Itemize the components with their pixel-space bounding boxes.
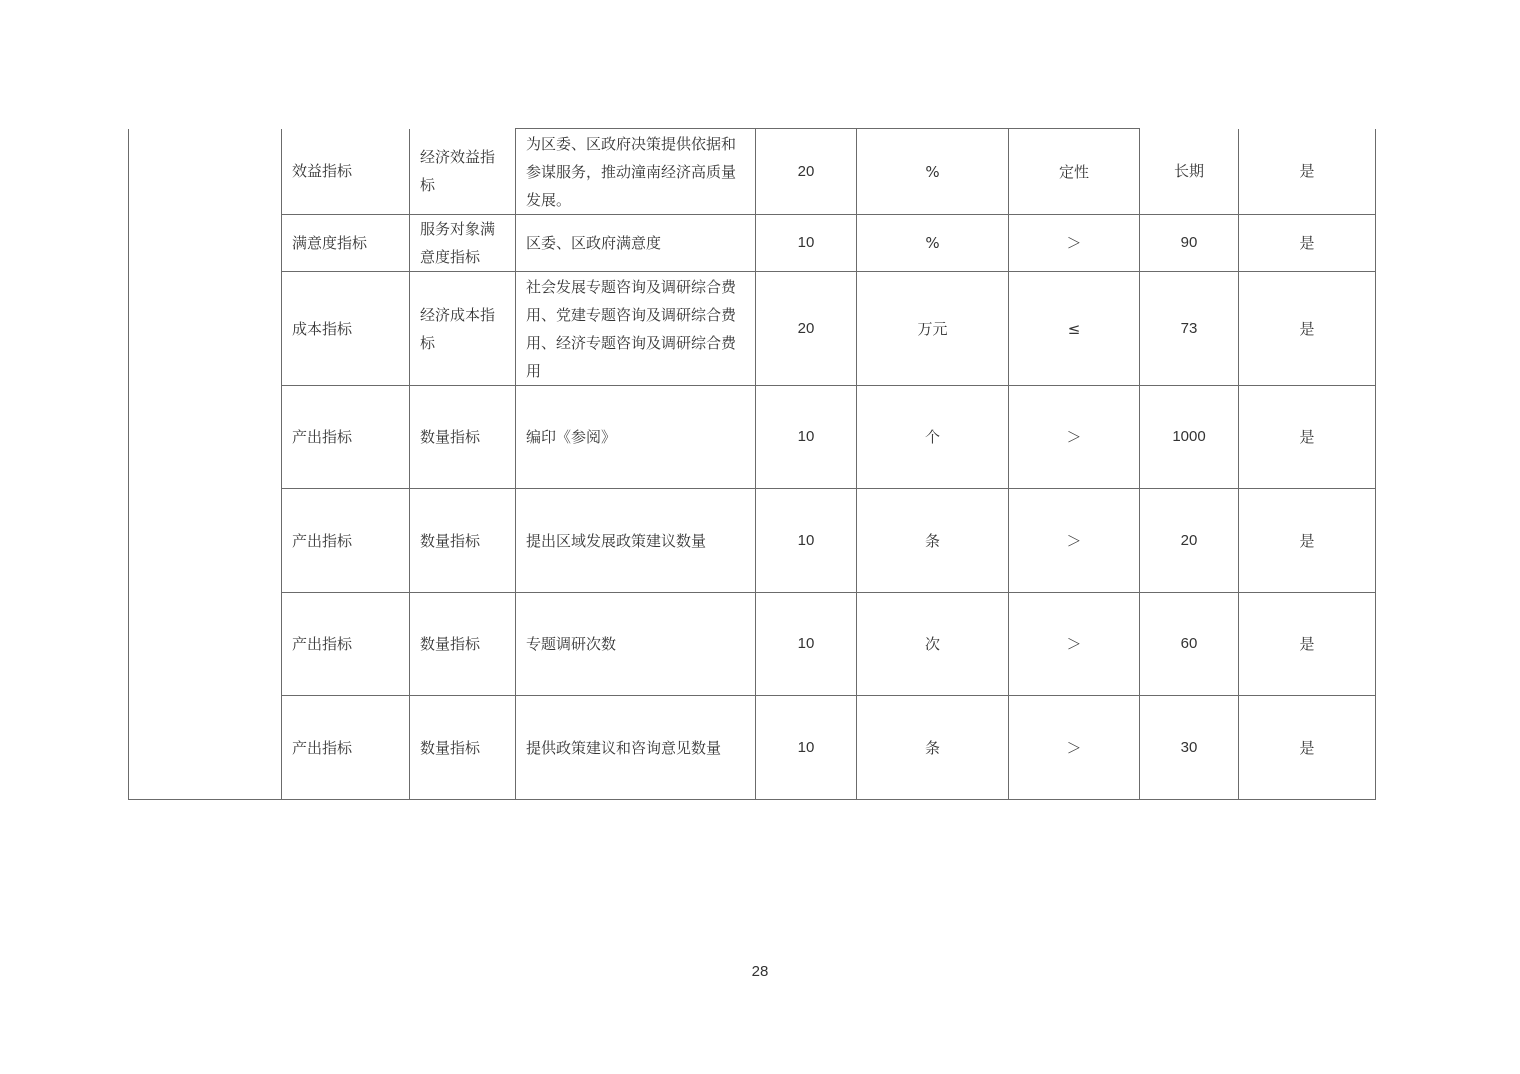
table-row: [129, 489, 1376, 593]
level3-indicator-cell: 社会发展专题咨询及调研综合费用、党建专题咨询及调研综合费用、经济专题咨询及调研综合费用: [516, 272, 756, 386]
target-value-cell: 73: [1140, 272, 1239, 386]
core-indicator-cell: 是: [1239, 696, 1376, 800]
unit-cell: 条: [857, 696, 1009, 800]
operator-cell: ＞: [1009, 489, 1140, 593]
operator-cell: ≤: [1009, 272, 1140, 386]
level2-indicator-cell: 数量指标: [410, 593, 516, 696]
page-number: 28: [751, 963, 769, 980]
weight-cell: 10: [756, 593, 857, 696]
operator-cell: ＞: [1009, 696, 1140, 800]
weight-cell: 10: [756, 489, 857, 593]
performance-indicator-table-wrapper: [128, 128, 1375, 800]
target-value-cell: 长期: [1140, 129, 1239, 215]
level1-indicator-cell: 成本指标: [282, 272, 410, 386]
core-indicator-cell: 是: [1239, 129, 1376, 215]
operator-cell: ＞: [1009, 215, 1140, 272]
operator-cell: ＞: [1009, 386, 1140, 489]
level2-indicator-cell: 经济效益指标: [410, 129, 516, 215]
level1-indicator-cell: 满意度指标: [282, 215, 410, 272]
table-row: [129, 696, 1376, 800]
table-row: [129, 272, 1376, 386]
core-indicator-cell: 是: [1239, 386, 1376, 489]
unit-cell: 个: [857, 386, 1009, 489]
performance-indicator-table: [128, 128, 1376, 800]
target-value-cell: 60: [1140, 593, 1239, 696]
level1-indicator-cell: 效益指标: [282, 129, 410, 215]
unit-cell: 次: [857, 593, 1009, 696]
unit-cell: 条: [857, 489, 1009, 593]
table-row: [129, 386, 1376, 489]
weight-cell: 20: [756, 129, 857, 215]
weight-cell: 20: [756, 272, 857, 386]
level2-indicator-cell: 经济成本指标: [410, 272, 516, 386]
unit-cell: 万元: [857, 272, 1009, 386]
level2-indicator-cell: 数量指标: [410, 489, 516, 593]
weight-cell: 10: [756, 386, 857, 489]
table-row: [129, 215, 1376, 272]
level2-indicator-cell: 数量指标: [410, 696, 516, 800]
level3-indicator-cell: 提出区域发展政策建议数量: [516, 489, 756, 593]
project-name-cell: [129, 129, 282, 800]
target-value-cell: 30: [1140, 696, 1239, 800]
operator-cell: ＞: [1009, 593, 1140, 696]
level2-indicator-cell: 数量指标: [410, 386, 516, 489]
core-indicator-cell: 是: [1239, 489, 1376, 593]
target-value-cell: 90: [1140, 215, 1239, 272]
level3-indicator-cell: 为区委、区政府决策提供依据和参谋服务，推动潼南经济高质量发展。: [516, 129, 756, 215]
weight-cell: 10: [756, 696, 857, 800]
unit-cell: %: [857, 215, 1009, 272]
level3-indicator-cell: 专题调研次数: [516, 593, 756, 696]
level3-indicator-cell: 编印《参阅》: [516, 386, 756, 489]
target-value-cell: 20: [1140, 489, 1239, 593]
table-row: [129, 593, 1376, 696]
core-indicator-cell: 是: [1239, 593, 1376, 696]
target-value-cell: 1000: [1140, 386, 1239, 489]
level1-indicator-cell: 产出指标: [282, 386, 410, 489]
level3-indicator-cell: 提供政策建议和咨询意见数量: [516, 696, 756, 800]
unit-cell: %: [857, 129, 1009, 215]
level2-indicator-cell: 服务对象满意度指标: [410, 215, 516, 272]
level3-indicator-cell: 区委、区政府满意度: [516, 215, 756, 272]
level1-indicator-cell: 产出指标: [282, 593, 410, 696]
level1-indicator-cell: 产出指标: [282, 489, 410, 593]
core-indicator-cell: 是: [1239, 215, 1376, 272]
operator-cell: 定性: [1009, 129, 1140, 215]
weight-cell: 10: [756, 215, 857, 272]
table-row: [129, 129, 1376, 215]
level1-indicator-cell: 产出指标: [282, 696, 410, 800]
core-indicator-cell: 是: [1239, 272, 1376, 386]
